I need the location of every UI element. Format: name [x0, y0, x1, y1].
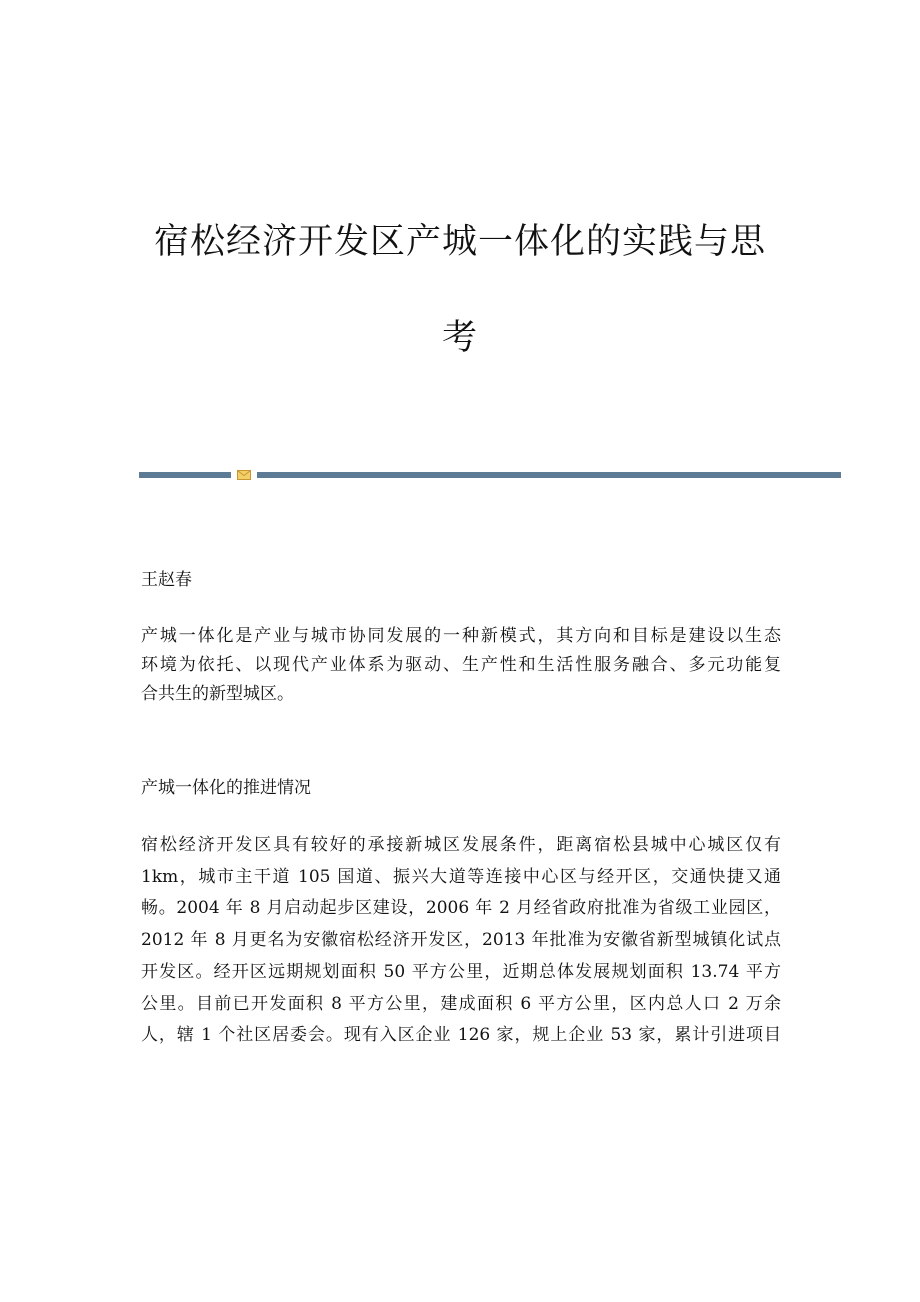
- body-line: 2012 年 8 月更名为安徽宿松经济开发区，2013 年批准为安徽省新型城镇化试点: [141, 930, 781, 951]
- author-name: 王赵春: [141, 570, 192, 590]
- body-line: 畅。2004 年 8 月启动起步区建设，2006 年 2 月经省政府批准为省级工业园区，: [141, 898, 781, 919]
- envelope-icon: [237, 470, 251, 480]
- abstract-line: 产城一体化是产业与城市协同发展的一种新模式，其方向和目标是建设以生态: [141, 626, 781, 646]
- body-line: 公里。目前已开发面积 8 平方公里，建成面积 6 平方公里，区内总人口 2 万余: [141, 993, 781, 1014]
- abstract-paragraph: [141, 622, 781, 709]
- title-divider: [139, 470, 841, 480]
- divider-bar-right: [257, 472, 841, 478]
- abstract-line: 环境为依托、以现代产业体系为驱动、生产性和生活性服务融合、多元功能复: [141, 655, 781, 675]
- document-title-line-1: 宿松经济开发区产城一体化的实践与思: [153, 222, 766, 262]
- divider-bar-left: [139, 472, 231, 478]
- body-line: 宿松经济开发区具有较好的承接新城区发展条件，距离宿松县城中心城区仅有: [141, 835, 781, 855]
- body-line: 开发区。经开区远期规划面积 50 平方公里，近期总体发展规划面积 13.74 平方: [141, 961, 781, 982]
- body-line: 1km，城市主干道 105 国道、振兴大道等连接中心区与经开区，交通快捷又通: [141, 866, 781, 887]
- document-title-line-2: 考: [441, 318, 478, 358]
- body-paragraph: [141, 830, 781, 1052]
- abstract-line: 合共生的新型城区。: [141, 684, 294, 704]
- body-line: 人，辖 1 个社区居委会。现有入区企业 126 家，规上企业 53 家，累计引进项目: [141, 1025, 781, 1046]
- section-heading: 产城一体化的推进情况: [141, 778, 311, 798]
